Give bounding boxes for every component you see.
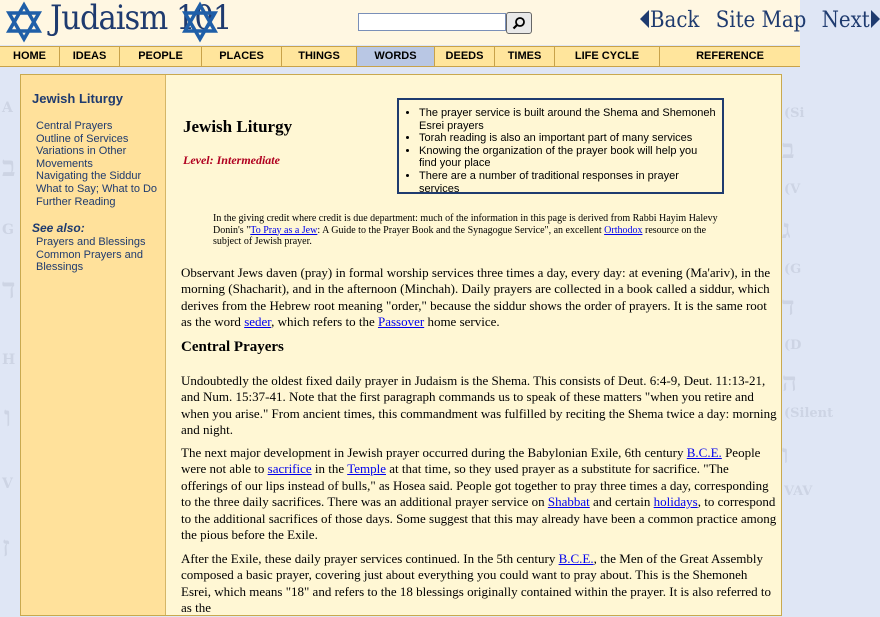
bg-glyph: ד [782,292,795,322]
see-also-common-prayers[interactable]: Common Prayers and Blessings [36,248,143,274]
sidebar-title: Jewish Liturgy [32,91,124,106]
bg-glyph: ד [2,272,16,305]
paragraph-text: , which refers to the [271,314,378,330]
search-icon [512,16,526,30]
content-frame [20,74,782,616]
back-link[interactable] [640,8,699,33]
paragraph-text: The next major development in Jewish prayer occurred during the Babylonian Exile, 6th century [181,445,687,460]
sidebar-item-what-to-say[interactable]: What to Say; What to Do [36,182,158,195]
bg-glyph: ה [782,368,797,398]
menu-item-places[interactable]: PLACES [202,47,282,66]
menu-item-home[interactable]: HOME [0,47,60,66]
sidebar-item-central-prayers[interactable]: Central Prayers [36,120,113,132]
sidebar-item-variations[interactable]: Variations in Other Movements [36,145,127,170]
star-of-david-icon [4,2,44,42]
paragraph-text: in the [311,461,348,477]
sidebar [21,75,166,615]
menu-item-words[interactable]: WORDS [357,47,435,66]
menu-item-reference[interactable]: REFERENCE [696,50,764,62]
paragraph-text: After the Exile, these daily prayer services continued. In the 5th century [181,551,559,566]
credit-text: : A Guide to the Prayer Book and the Synagogue Service", an excellent [317,224,605,236]
bg-glyph: ג [782,215,791,245]
bg-glyph: (D [784,338,802,353]
bg-glyph: (Si [784,106,805,121]
paragraph-shema: Undoubtedly the oldest fixed daily prayer in Judaism is the Shema. This consists of Deut. 6:4-9, Deut. 11:13-21, and Num. 15:37-41. Note that the first paragraph commands us to speak of these matters "when you retire and when you arise." From ancient times, this commandment was fulfilled by reciting the Shema twice a day: morning and night. [181,373,777,438]
bg-glyph: V [2,476,13,492]
bg-glyph: (Silent [784,406,834,421]
sidebar-item-outline-of-services[interactable]: Outline of Services [36,132,129,145]
see-also-heading: See also: [32,221,85,235]
paragraph-great-assembly [181,551,777,617]
key-points-box [397,98,724,194]
level-label: Level: Intermediate [183,153,280,167]
section-heading-central-prayers: Central Prayers [181,339,284,355]
back-label: Back [650,8,700,33]
paragraph-exile [181,445,777,543]
main-menu [0,46,800,67]
paragraph-text: home service. [424,314,500,330]
bg-glyph: ו [782,440,789,470]
menu-item-life-cycle[interactable]: LIFE CYCLE [555,47,660,66]
next-link[interactable] [822,8,880,33]
paragraph-intro [181,265,777,331]
star-of-david-icon [180,2,220,42]
link-seder[interactable]: seder [244,314,272,330]
paragraph-text: and certain [589,494,654,510]
menu-item-times[interactable]: TIMES [495,47,555,66]
bg-glyph: ב [782,135,795,165]
see-also-prayers-blessings[interactable]: Prayers and Blessings [36,236,146,248]
back-arrow-icon [640,10,649,28]
link-bce[interactable]: B.C.E. [686,445,722,460]
bg-glyph: H [2,352,16,368]
credit-text: resource on the subject of Jewish prayer. [213,224,707,247]
page-navigation [640,8,880,33]
menu-item-things[interactable]: THINGS [282,47,357,66]
sidebar-toc [36,120,161,208]
bg-glyph: VAV [784,484,813,499]
key-point: • The prayer service is built around the Shema and Shemoneh Esrei prayers [419,107,716,132]
menu-item-ideas[interactable]: IDEAS [60,47,120,66]
link-to-pray-as-a-jew[interactable]: To Pray as a Jew [250,224,318,236]
credit-note [213,213,733,248]
link-holidays[interactable]: holidays [653,494,698,510]
paragraph-text: Observant Jews daven (pray) in formal worship services three times a day, every day: at evening (Ma'ariv), in the morning (Shacharit), and in the afternoon (Minchah). Daily prayers are collected in a book called a siddur, which derives from the Hebrew root meaning "order," because the siddur shows the order of prayers. It is the same root as the word [181,265,771,330]
link-temple[interactable]: Temple [347,461,386,477]
bg-glyph: G [2,222,14,238]
key-point: • Torah reading is also an important part of many services [419,132,716,145]
bg-glyph: (V [784,182,801,197]
bg-glyph: ו [4,400,12,433]
key-point: • Knowing the organization of the prayer book will help you find your place [419,145,716,170]
link-passover[interactable]: Passover [377,314,425,330]
link-shabbat[interactable]: Shabbat [547,494,590,510]
bg-glyph: A [2,100,13,116]
key-point: • There are a number of traditional responses in prayer services [419,170,716,195]
sidebar-item-further-reading[interactable]: Further Reading [36,195,116,208]
bg-glyph: (G [784,262,802,277]
paragraph-text: at that time, so they used prayer as a substitute for sacrifice. "The offerings of our lips instead of bulls," as Hosea said. People got together to pray three times a day, corresponding to the three daily sacrifices. There was an additional prayer service on [181,461,769,510]
next-label: Next [821,8,870,33]
credit-text: In the giving credit where credit is due department: much of the information in this page is derived from Rabbi Hayim Halevy Donin's " [213,213,718,236]
paragraph-text: , to correspond to the additional sacrifices of those days. Some suggest that this may already have been a common practice among the pious before the Exile. [181,494,777,543]
link-sacrifice[interactable]: sacrifice [267,461,312,477]
link-orthodox[interactable]: Orthodox [604,224,643,236]
site-map-link[interactable]: Site Map [715,8,807,33]
paragraph-text: People were not able to [181,445,761,477]
search-button[interactable] [506,12,532,34]
search-input[interactable] [358,13,506,31]
bg-glyph: ב [2,150,16,183]
see-also-list [36,236,161,274]
site-logo[interactable]: Judaism 101 [50,0,232,38]
menu-item-people[interactable]: PEOPLE [120,47,202,66]
bg-glyph: ז [2,530,10,563]
link-bce[interactable]: B.C.E. [558,551,594,566]
paragraph-text: , the Men of the Great Assembly composed a basic prayer, covering just about everything you could want to pray about. This is the Shemoneh Esrei, which means "18" and refers to the 18 blessings originally contained within the prayer. It is also referred to as the [181,551,772,616]
site-header [0,0,870,45]
page-title: Jewish Liturgy [183,117,293,136]
menu-item-deeds[interactable]: DEEDS [435,47,495,66]
sidebar-item-navigating-siddur[interactable]: Navigating the Siddur [36,170,142,183]
next-arrow-icon [871,10,880,28]
